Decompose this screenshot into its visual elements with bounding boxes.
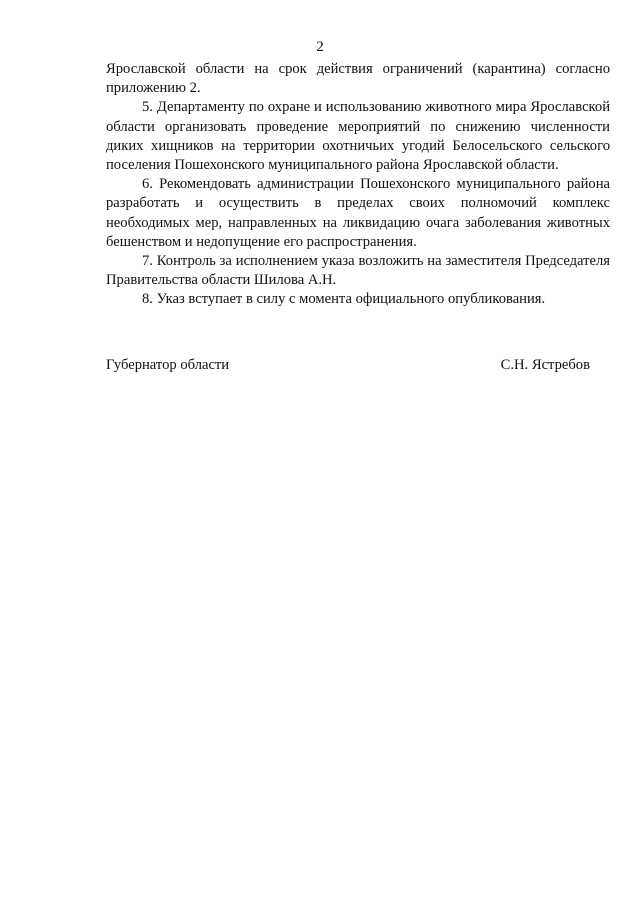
- paragraph-item-8: 8. Указ вступает в силу с момента официального опубликования.: [142, 291, 546, 308]
- page-number: 2: [316, 39, 324, 55]
- paragraph-item-5: 5. Департаменту по охране и использованию животного мира Ярославской области организовать проведение мероприятий по снижению численности диких хищников на территории охотничьих угодий Белосельского сельского поселения Пошехонского муниципального района Ярославской области.: [106, 99, 610, 174]
- signatory-position: Губернатор области: [106, 357, 230, 373]
- paragraph-item-7: 7. Контроль за исполнением указа возложить на заместителя Председателя Правительства области Шилова А.Н.: [106, 253, 610, 289]
- signature-block: [106, 356, 590, 375]
- paragraph-item-6: 6. Рекомендовать администрации Пошехонского муниципального района разработать и осуществить в пределах своих полномочий комплекс необходимых мер, направленных на ликвидацию очага заболевания животных бешенством и недопущение его распространения.: [106, 176, 610, 250]
- paragraph-continuation: Ярославской области на срок действия ограничений (карантина) согласно приложению 2.: [106, 61, 610, 97]
- document-body: [106, 60, 610, 310]
- signatory-name: С.Н. Ястребов: [500, 357, 590, 373]
